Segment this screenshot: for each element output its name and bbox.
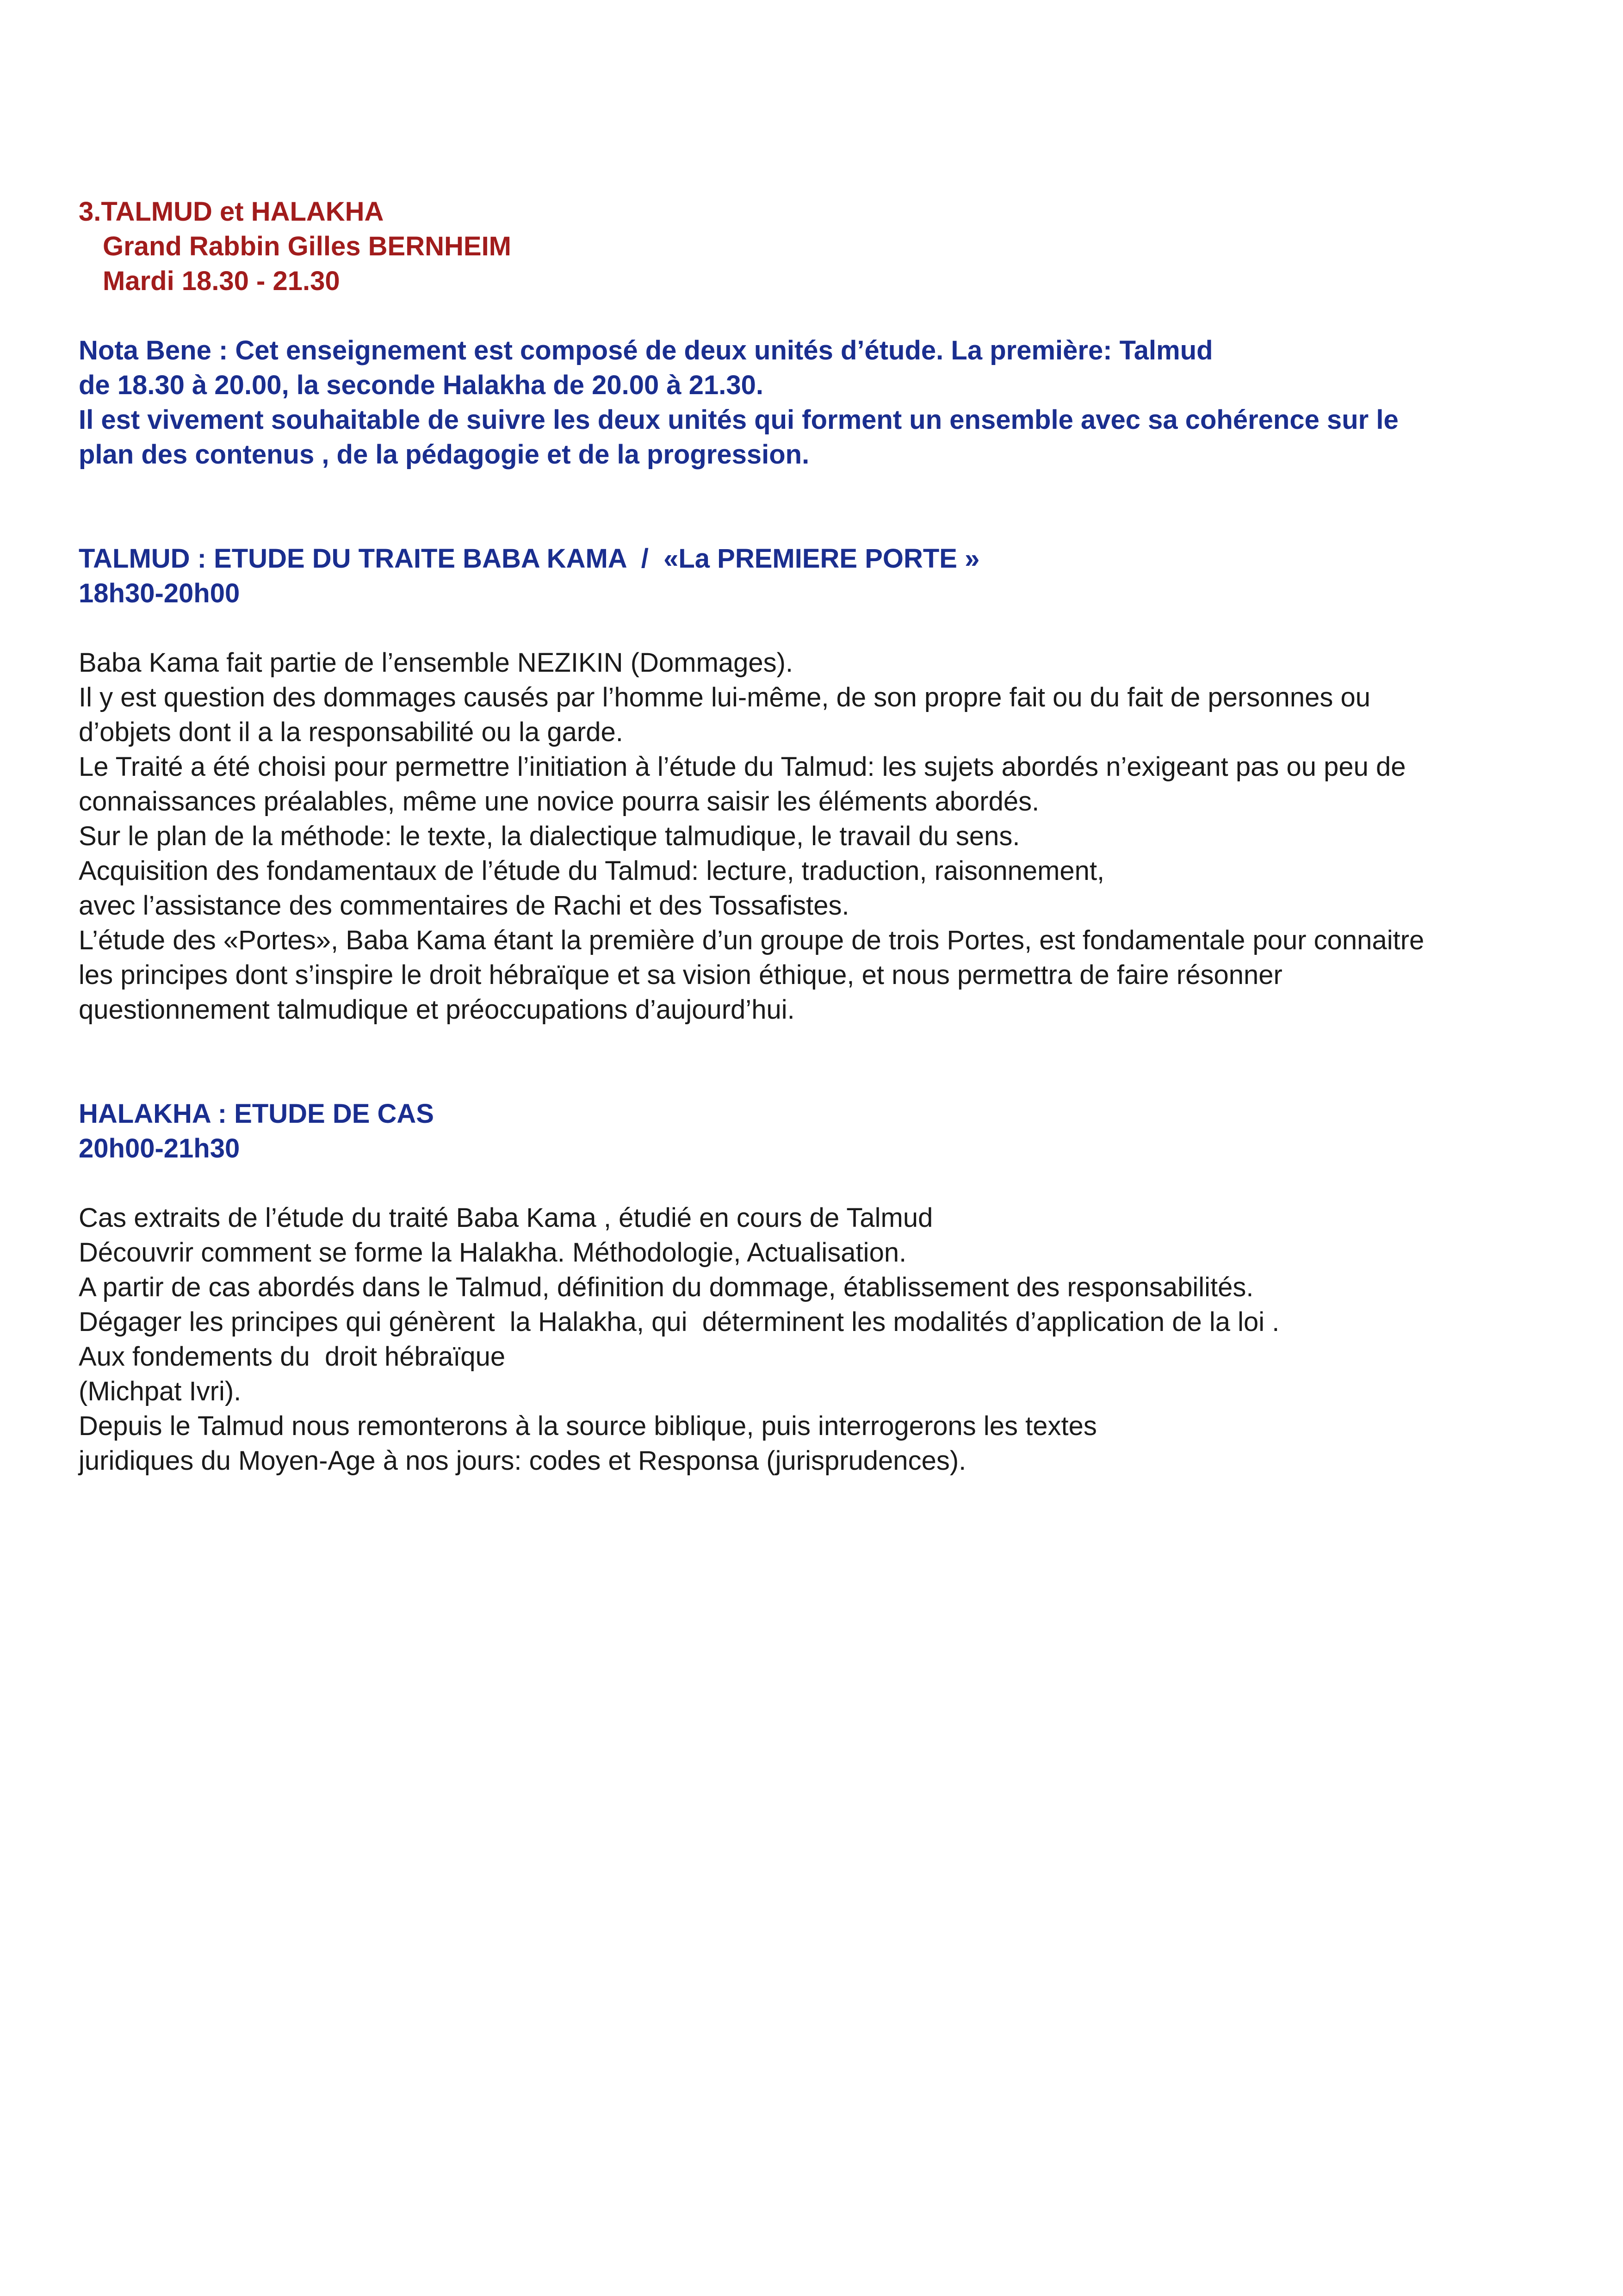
talmud-paragraph-line: L’étude des «Portes», Baba Kama étant la première d’un groupe de trois Portes, est fondamentale pour connaitre	[79, 925, 1425, 955]
document-page	[79, 194, 1559, 1478]
nota-bene-line: Nota Bene : Cet enseignement est composé de deux unités d’étude. La première: Talmud	[79, 335, 1213, 365]
course-title: 3.TALMUD et HALAKHA	[79, 197, 384, 227]
course-schedule: Mardi 18.30 - 21.30	[103, 266, 340, 296]
teacher-name: Grand Rabbin Gilles BERNHEIM	[103, 231, 511, 261]
talmud-paragraph-line: Baba Kama fait partie de l’ensemble NEZIKIN (Dommages).	[79, 648, 793, 678]
halakha-paragraph-line: A partir de cas abordés dans le Talmud, définition du dommage, établissement des responsabilités.	[79, 1272, 1254, 1302]
nota-bene-line: Il est vivement souhaitable de suivre les deux unités qui forment un ensemble avec sa cohérence sur le	[79, 405, 1399, 435]
halakha-paragraph-line: Cas extraits de l’étude du traité Baba Kama , étudié en cours de Talmud	[79, 1203, 933, 1233]
talmud-paragraph-line: d’objets dont il a la responsabilité ou la garde.	[79, 717, 623, 747]
talmud-paragraph-line: Acquisition des fondamentaux de l’étude du Talmud: lecture, traduction, raisonnement,	[79, 856, 1105, 886]
talmud-time: 18h30-20h00	[79, 578, 240, 608]
spacer	[79, 1027, 1559, 1096]
talmud-heading: TALMUD : ETUDE DU TRAITE BABA KAMA / «La PREMIERE PORTE »	[79, 544, 980, 574]
spacer	[79, 298, 1559, 333]
nota-bene-line: de 18.30 à 20.00, la seconde Halakha de 20.00 à 21.30.	[79, 370, 763, 400]
talmud-paragraph-line: avec l’assistance des commentaires de Rachi et des Tossafistes.	[79, 891, 849, 921]
halakha-paragraph-line: (Michpat Ivri).	[79, 1376, 242, 1406]
spacer	[79, 472, 1559, 541]
talmud-section	[79, 541, 1559, 1027]
talmud-paragraph-line: Il y est question des dommages causés par l’homme lui-même, de son propre fait ou du fait de personnes ou	[79, 682, 1370, 712]
halakha-paragraph-line: Dégager les principes qui génèrent la Halakha, qui déterminent les modalités d’application de la loi .	[79, 1307, 1280, 1337]
talmud-paragraph-line: questionnement talmudique et préoccupations d’aujourd’hui.	[79, 995, 795, 1025]
talmud-paragraph-line: les principes dont s’inspire le droit hébraïque et sa vision éthique, et nous permettra de faire résonner	[79, 960, 1282, 990]
nota-bene	[79, 333, 1559, 472]
halakha-paragraph-line: juridiques du Moyen-Age à nos jours: codes et Responsa (jurisprudences).	[79, 1446, 966, 1476]
halakha-heading: HALAKHA : ETUDE DE CAS	[79, 1099, 434, 1129]
halakha-time: 20h00-21h30	[79, 1133, 240, 1163]
talmud-paragraph-line: Sur le plan de la méthode: le texte, la dialectique talmudique, le travail du sens.	[79, 821, 1020, 851]
halakha-section	[79, 1096, 1559, 1478]
talmud-paragraph-line: connaissances préalables, même une novice pourra saisir les éléments abordés.	[79, 786, 1040, 817]
halakha-paragraph-line: Aux fondements du droit hébraïque	[79, 1342, 506, 1372]
nota-bene-line: plan des contenus , de la pédagogie et de la progression.	[79, 439, 810, 470]
spacer	[79, 1166, 1559, 1201]
halakha-paragraph-line: Depuis le Talmud nous remonterons à la source biblique, puis interrogerons les textes	[79, 1411, 1097, 1441]
halakha-paragraph-line: Découvrir comment se forme la Halakha. Méthodologie, Actualisation.	[79, 1238, 907, 1268]
talmud-paragraph-line: Le Traité a été choisi pour permettre l’initiation à l’étude du Talmud: les sujets abordés n’exigeant pas ou peu de	[79, 752, 1406, 782]
spacer	[79, 611, 1559, 645]
